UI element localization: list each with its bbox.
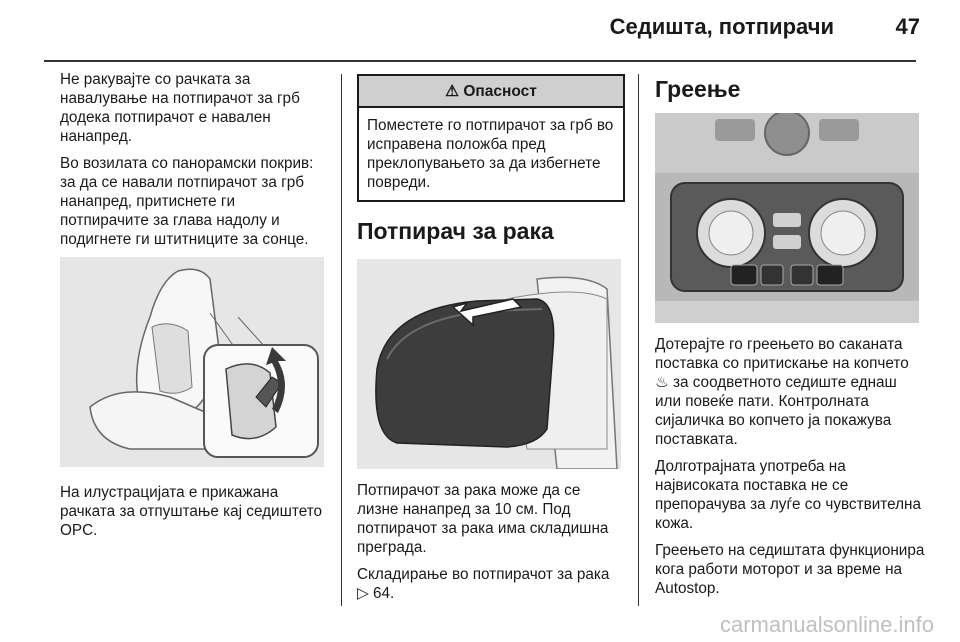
warning-triangle-icon: ⚠: [445, 83, 460, 100]
column-3: [655, 70, 925, 606]
seat-heating-icon: ♨: [655, 374, 669, 391]
paragraph: Потпирачот за рака може да се лизне нанапред за 10 см. Под потпирачот за рака има складишна преграда.: [357, 482, 609, 556]
column-divider-2: [638, 74, 639, 606]
armrest-illustration-svg: [357, 259, 621, 469]
seat-illustration-svg: [60, 257, 324, 467]
left-seat-heat-button: [731, 265, 757, 285]
section-heading-heating: Греење: [655, 76, 741, 102]
paragraph-text: Складирање во потпирачот за рака: [357, 566, 610, 583]
paragraph: Греењето на седиштата функционира кога работи моторот и за време на Autostop.: [655, 542, 925, 597]
warning-header: [359, 76, 623, 108]
paragraph: Не ракувајте со рачката за навалување на потпирачот за грб додека потпирачот е навален нанапред.: [60, 71, 300, 145]
armrest-illustration: [357, 259, 621, 469]
watermark: carmanualsonline.info: [719, 612, 934, 637]
warning-title: Опасност: [463, 83, 537, 100]
column-1: [60, 70, 328, 548]
climate-control-svg: [655, 113, 919, 323]
column-2: [357, 70, 625, 611]
warning-box: [357, 74, 625, 202]
paragraph: Во возилата со панорамски покрив: за да се навали потпирачот за грб нанапред, притиснете ги потпирачите за глава надолу и подигнете ги штитниците за сонце.: [60, 155, 314, 248]
seat-release-illustration: [60, 257, 324, 467]
image-caption: На илустрацијата е прикажана рачката за отпуштање кај седиштето OPC.: [60, 484, 323, 539]
section-heading-armrest: Потпирач за рака: [357, 218, 554, 244]
climate-control-illustration: [655, 113, 919, 323]
paragraph-text: Дотерајте го греењето во саканата поставка со притискање на копчето: [655, 336, 909, 372]
header-rule: [44, 60, 916, 62]
paragraph-text: за соодветното седиште еднаш или повеќе пати. Контролната сијаличка во копчето ја покажува поставката.: [655, 374, 897, 448]
right-seat-heat-button: [817, 265, 843, 285]
paragraph: [655, 335, 925, 449]
page-number: 47: [895, 14, 920, 39]
header-title: Седишта, потпирачи: [609, 14, 834, 39]
page-reference-arrow-icon: ▷: [357, 585, 369, 602]
paragraph: [357, 565, 625, 603]
paragraph: Долготрајната употреба на највисоката поставка не се препорачува за луѓе со чувствителна кожа.: [655, 458, 921, 532]
column-divider-1: [341, 74, 342, 606]
warning-text: Поместете го потпирачот за грб во исправена положба пред преклопувањето за да избегнете повреди.: [367, 117, 614, 191]
page-reference[interactable]: 64.: [373, 585, 395, 602]
